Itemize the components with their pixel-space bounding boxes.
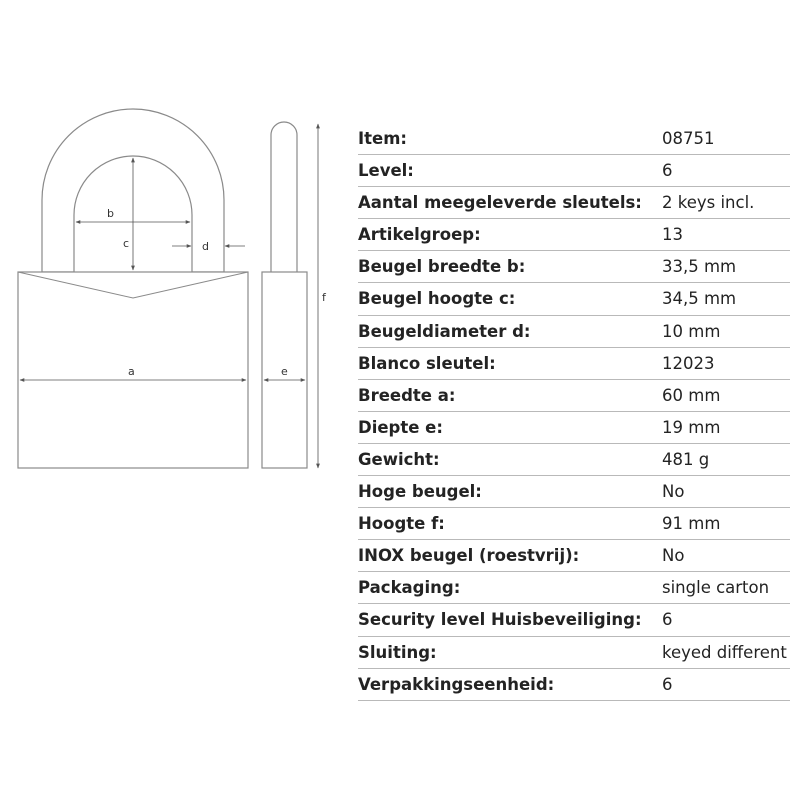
spec-row (358, 476, 790, 508)
spec-row (358, 283, 790, 315)
spec-label: Beugeldiameter d: (358, 321, 531, 341)
spec-row (358, 444, 790, 476)
spec-value: No (662, 482, 685, 502)
spec-value: keyed different (662, 642, 787, 662)
dimension-b-label: b (107, 207, 114, 220)
spec-row (358, 123, 790, 155)
spec-value: No (662, 546, 685, 566)
spec-label: Hoge beugel: (358, 482, 482, 502)
spec-value: 481 g (662, 449, 710, 469)
spec-label: Sluiting: (358, 642, 437, 662)
spec-value: 6 (662, 674, 673, 694)
spec-value: 33,5 mm (662, 257, 737, 277)
dimension-d-label: d (202, 240, 209, 253)
spec-value: 19 mm (662, 417, 721, 437)
spec-value: 6 (662, 161, 673, 181)
spec-label: Beugel hoogte c: (358, 289, 516, 309)
spec-label: Beugel breedte b: (358, 257, 526, 277)
spec-row (358, 316, 790, 348)
spec-label: Packaging: (358, 578, 461, 598)
spec-label: Diepte e: (358, 417, 443, 437)
spec-label: INOX beugel (roestvrij): (358, 546, 580, 566)
spec-value: single carton (662, 578, 770, 598)
spec-row (358, 219, 790, 251)
spec-label: Gewicht: (358, 449, 440, 469)
spec-row (358, 637, 790, 669)
spec-row (358, 348, 790, 380)
spec-label: Item: (358, 129, 408, 148)
spec-label: Blanco sleutel: (358, 353, 496, 373)
spec-row (358, 380, 790, 412)
spec-row (358, 572, 790, 604)
spec-label: Breedte a: (358, 385, 456, 405)
spec-value: 91 mm (662, 514, 721, 534)
spec-label: Level: (358, 161, 414, 181)
spec-row (358, 540, 790, 572)
spec-row (358, 669, 790, 701)
spec-row (358, 604, 790, 636)
spec-row (358, 155, 790, 187)
specification-table (358, 123, 790, 701)
spec-row (358, 251, 790, 283)
spec-value: 6 (662, 610, 673, 630)
dimension-f-label: f (322, 291, 326, 304)
shackle-side (271, 122, 297, 272)
spec-label: Verpakkingseenheid: (358, 674, 555, 694)
spec-label: Security level Huisbeveiliging: (358, 610, 642, 630)
spec-row (358, 187, 790, 219)
spec-label: Hoogte f: (358, 514, 445, 534)
spec-value: 13 (662, 225, 683, 245)
spec-value: 08751 (662, 129, 715, 148)
spec-row (358, 412, 790, 444)
dimension-c-label: c (123, 237, 130, 250)
spec-value: 12023 (662, 353, 715, 373)
spec-label: Artikelgroep: (358, 225, 481, 245)
dimension-a-label: a (128, 365, 135, 378)
spec-value: 60 mm (662, 385, 721, 405)
spec-value: 34,5 mm (662, 289, 737, 309)
padlock-dimension-diagram (0, 0, 340, 480)
spec-label: Aantal meegeleverde sleutels: (358, 193, 642, 213)
spec-row (358, 508, 790, 540)
spec-value: 2 keys incl. (662, 193, 755, 213)
dimension-e-label: e (281, 365, 288, 378)
spec-value: 10 mm (662, 321, 721, 341)
